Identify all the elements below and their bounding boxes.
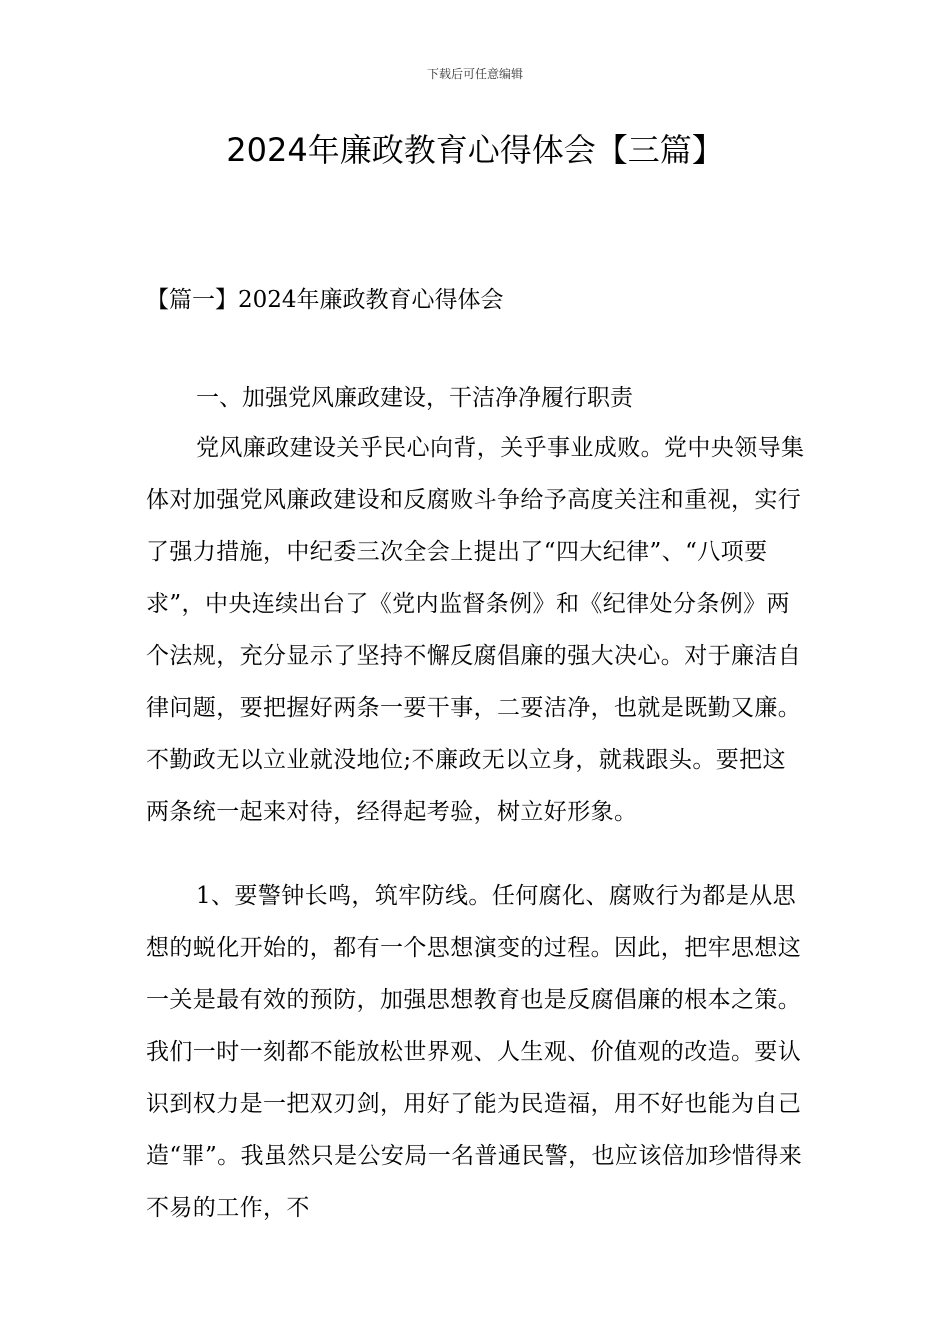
document-title: 2024年廉政教育心得体会【三篇】 — [226, 131, 724, 169]
subheading: 一、加强党风廉政建设，干洁净净履行职责 — [196, 385, 633, 411]
section-title: 【篇一】2024年廉政教育心得体会 — [146, 287, 504, 313]
body-paragraph: 1、要警钟长鸣，筑牢防线。任何腐化、腐败行为都是从思想的蜕化开始的，都有一个思想演变的过程。因此，把牢思想这一关是最有效的预防，加强思想教育也是反腐倡廉的根本之策。我们一时一刻都不能放松世界观、人生观、价值观的改造。要认识到权力是一把双刃剑，用好了能为民造福，用不好也能为自己造“罪”。我虽然只是公安局一名普通民警，也应该倍加珍惜得来不易的工作，不 — [146, 883, 803, 1221]
header-note: 下载后可任意编辑 — [426, 67, 523, 81]
body-paragraph: 党风廉政建设关乎民心向背，关乎事业成败。党中央领导集体对加强党风廉政建设和反腐败斗争给予高度关注和重视，实行了强力措施，中纪委三次全会上提出了“四大纪律”、“八项要求”，中央连续出台了《党内监督条例》和《纪律处分条例》两个法规，充分显示了坚持不懈反腐倡廉的强大决心。对于廉洁自律问题，要把握好两条一要干事，二要洁净，也就是既勤又廉。不勤政无以立业就没地位;不廉政无以立身，就栽跟头。要把这两条统一起来对待，经得起考验，树立好形象。 — [146, 435, 805, 825]
